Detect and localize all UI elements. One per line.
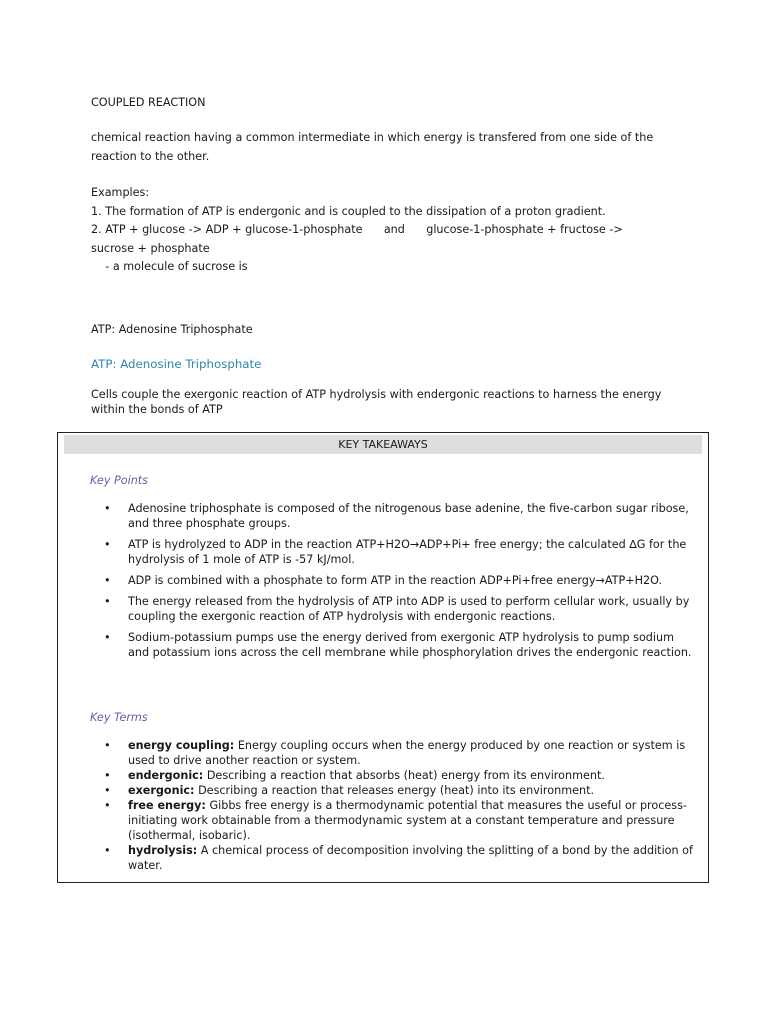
bullet-icon: • — [104, 631, 111, 644]
list-item: • ATP is hydrolyzed to ADP in the reaction ATP+H2O→ADP+Pi+ free energy; the calculated ∆G for the hydrolysis of 1 mole of ATP is -57 kJ/mol. — [104, 538, 687, 566]
list-item — [58, 843, 698, 873]
atp-heading-link[interactable]: ATP: Adenosine Triphosphate — [91, 357, 262, 371]
example-line-4: - a molecule of sucrose is — [91, 260, 248, 273]
list-item: • Sodium-potassium pumps use the energy derived from exergonic ATP hydrolysis to pump sodium and potassium ions across the cell membrane while phosphorylation drives the endergonic reaction. — [104, 631, 692, 659]
definition-paragraph: chemical reaction having a common intermediate in which energy is transfered from one side of the reaction to the other. — [91, 131, 654, 163]
list-item: • ADP is combined with a phosphate to form ATP in the reaction ADP+Pi+free energy→ATP+H2O. — [104, 574, 663, 587]
examples-label: Examples: — [91, 186, 150, 199]
bullet-icon: • — [104, 574, 111, 587]
list-item — [58, 738, 698, 768]
example-line-2: 2. ATP + glucose -> ADP + glucose-1-phosphate and glucose-1-phosphate + fructose -> — [91, 223, 623, 236]
term-name: exergonic: — [128, 784, 195, 797]
bullet-icon: • — [104, 538, 111, 551]
bullet-icon: • — [104, 739, 111, 752]
term-name: hydrolysis: — [128, 844, 198, 857]
bullet-icon: • — [104, 595, 111, 608]
term-name: free energy: — [128, 799, 206, 812]
bullet-icon: • — [104, 502, 111, 515]
key-takeaways-box — [57, 432, 709, 883]
key-points-list — [58, 501, 698, 666]
key-points-label: Key Points — [90, 474, 149, 487]
term-definition: Energy coupling occurs when the energy produced by one reaction or system is used to drive another reaction or system. — [128, 739, 686, 767]
term-definition: Describing a reaction that releases energy (heat) into its environment. — [194, 784, 595, 797]
list-item: • The energy released from the hydrolysis of ATP into ADP is used to perform cellular work, usually by coupling the exergonic reaction of ATP hydrolysis with endergonic reactions. — [104, 595, 690, 623]
bullet-icon: • — [104, 844, 111, 857]
list-item — [58, 783, 698, 798]
term-definition: Describing a reaction that absorbs (heat) energy from its environment. — [203, 769, 605, 782]
key-takeaways-title: KEY TAKEAWAYS — [64, 435, 702, 454]
key-terms-label: Key Terms — [90, 711, 148, 724]
document-heading: COUPLED REACTION — [91, 96, 206, 109]
atp-heading-plain: ATP: Adenosine Triphosphate — [91, 323, 253, 336]
bullet-icon: • — [104, 799, 111, 812]
summary-paragraph: Cells couple the exergonic reaction of ATP hydrolysis with endergonic reactions to harness the energy within the bonds of ATP — [91, 388, 662, 416]
key-terms-list — [58, 738, 698, 873]
term-definition: A chemical process of decomposition involving the splitting of a bond by the addition of water. — [128, 844, 693, 872]
bullet-icon: • — [104, 769, 111, 782]
term-name: energy coupling: — [128, 739, 235, 752]
bullet-icon: • — [104, 784, 111, 797]
list-item: • Adenosine triphosphate is composed of the nitrogenous base adenine, the five-carbon sugar ribose, and three phosphate groups. — [104, 502, 689, 530]
list-item — [58, 798, 698, 843]
list-item — [58, 768, 698, 783]
term-name: endergonic: — [128, 769, 204, 782]
examples-block — [91, 184, 691, 277]
example-line-1: 1. The formation of ATP is endergonic and is coupled to the dissipation of a proton gradient. — [91, 204, 606, 218]
example-line-3: sucrose + phosphate — [91, 241, 210, 255]
term-definition: Gibbs free energy is a thermodynamic potential that measures the useful or process-initiating work obtainable from a thermodynamic system at a constant temperature and pressure (isothermal, isobaric). — [128, 799, 687, 842]
